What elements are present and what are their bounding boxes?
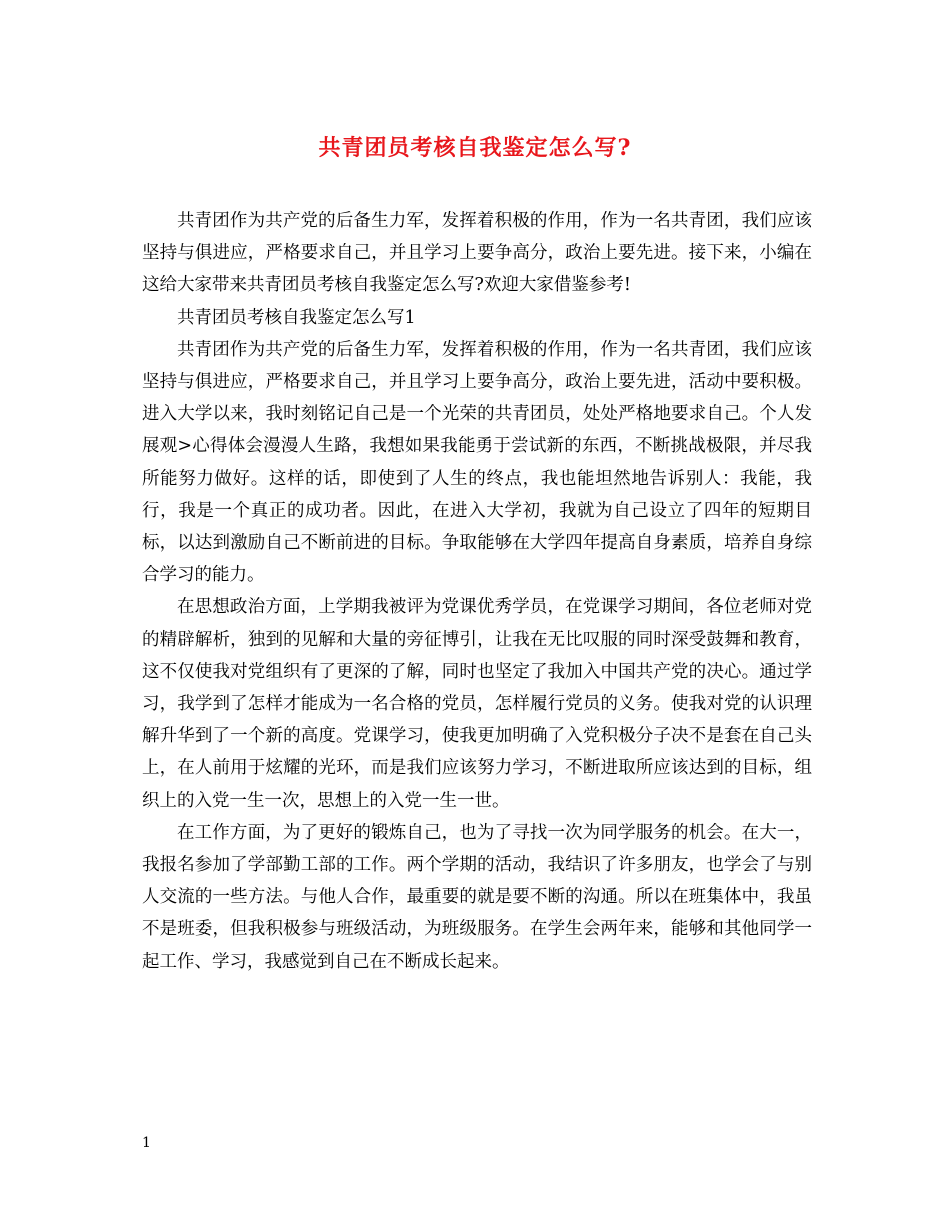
page-number: 1	[142, 1135, 151, 1151]
section-heading: 共青团员考核自我鉴定怎么写1	[177, 307, 416, 328]
intro-paragraph: 共青团作为共产党的后备生力军，发挥着积极的作用，作为一名共青团，我们应该坚持与俱进应，严格要求自己，并且学习上要争高分，政治上要先进。接下来，小编在这给大家带来共青团员考核自我鉴定怎么写?欢迎大家借鉴参考!	[142, 211, 812, 296]
body-paragraph: 在工作方面，为了更好的锻炼自己，也为了寻找一次为同学服务的机会。在大一，我报名参加了学部勤工部的工作。两个学期的活动，我结识了许多朋友，也学会了与别人交流的一些方法。与他人合作，最重要的就是要不断的沟通。所以在班集体中，我虽不是班委，但我积极参与班级活动，为班级服务。在学生会两年来，能够和其他同学一起工作、学习，我感觉到自己在不断成长起来。	[142, 822, 812, 972]
body-paragraph: 在思想政治方面，上学期我被评为党课优秀学员，在党课学习期间，各位老师对党的精辟解析，独到的见解和大量的旁征博引，让我在无比叹服的同时深受鼓舞和教育，这不仅使我对党组织有了更深的了解，同时也坚定了我加入中国共产党的决心。通过学习，我学到了怎样才能成为一名合格的党员，怎样履行党员的义务。使我对党的认识理解升华到了一个新的高度。党课学习，使我更加明确了入党积极分子决不是套在自己头上，在人前用于炫耀的光环，而是我们应该努力学习，不断进取所应该达到的目标，组织上的入党一生一次，思想上的入党一生一世。	[142, 597, 812, 811]
document-title: 共青团员考核自我鉴定怎么写?	[318, 135, 632, 161]
body-paragraph: 共青团作为共产党的后备生力军，发挥着积极的作用，作为一名共青团，我们应该坚持与俱进应，严格要求自己，并且学习上要争高分，政治上要先进，活动中要积极。进入大学以来，我时刻铭记自己是一个光荣的共青团员，处处严格地要求自己。个人发展观>心得体会漫漫人生路，我想如果我能勇于尝试新的东西，不断挑战极限，并尽我所能努力做好。这样的话，即使到了人生的终点，我也能坦然地告诉别人：我能，我行，我是一个真正的成功者。因此，在进入大学初，我就为自己设立了四年的短期目标，以达到激励自己不断前进的目标。争取能够在大学四年提高自身素质，培养自身综合学习的能力。	[142, 339, 812, 586]
document-body	[142, 205, 812, 978]
